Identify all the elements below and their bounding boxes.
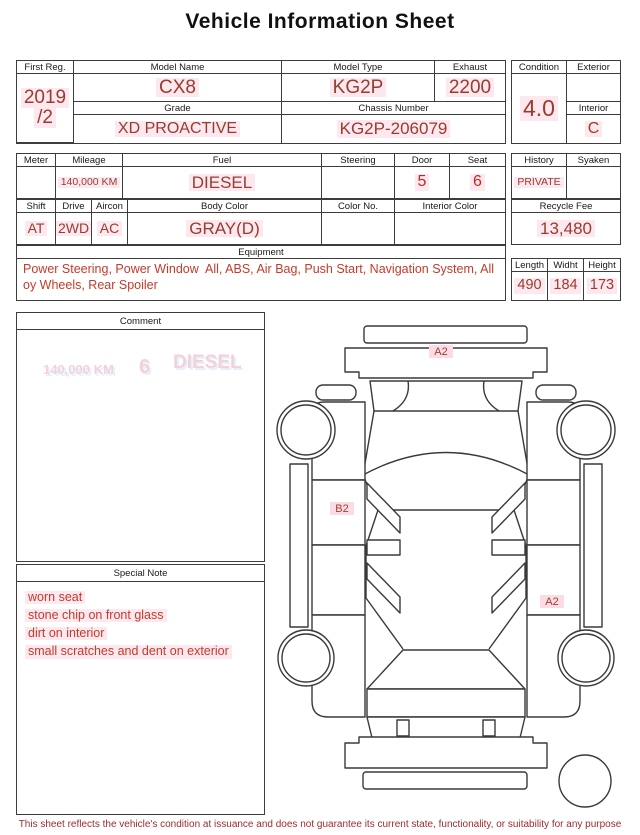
grade-value: XD PROACTIVE [74,115,282,143]
interior-value: C [567,115,620,143]
comment-header: Comment [17,313,264,330]
chassis-number-label: Chassis Number [282,102,505,115]
condition-label: Condition [512,61,567,74]
model-type-value: KG2P [282,74,435,102]
meter-label: Meter [17,154,56,167]
tailgate-panel [367,689,525,717]
wheel-front-left [277,401,335,459]
dimensions-table [511,258,621,301]
body-color-label: Body Color [128,200,322,213]
wheel-rear-right [558,630,614,686]
seat-value: 6 [450,167,505,198]
steering-value [322,167,395,198]
info-table-top [16,60,506,144]
drive-value: 2WD [56,213,92,244]
door-label: Door [395,154,450,167]
damage-label-front: A2 [434,346,448,358]
special-note-box [16,564,265,815]
shift-label: Shift [17,200,56,213]
comment-box [16,312,265,562]
comment-body [17,330,264,560]
aircon-label: Aircon [92,200,128,213]
syaken-value [567,167,620,198]
page-title: Vehicle Information Sheet [185,10,455,33]
condition-value: 4.0 [512,74,567,143]
interior-color-value [395,213,505,244]
length-value: 490 [512,272,548,300]
first-reg-month: /2 [34,108,56,128]
body-color-value: GRAY(D) [128,213,322,244]
interior-label: Interior [567,102,620,115]
special-note-line: worn seat [25,588,256,606]
first-reg-label: First Reg. [17,61,74,74]
steering-label: Steering [322,154,395,167]
damage-label-left-door: B2 [335,503,349,515]
height-value: 173 [584,272,620,300]
history-label: History [512,154,567,167]
recycle-fee-table [511,199,621,245]
mirror-left [316,385,356,400]
width-value: 184 [548,272,584,300]
equipment-value: Power Steering, Power Window All, ABS, Air Bag, Push Start, Navigation System, Alloy Wheels, Rear Spoiler [23,262,495,292]
exhaust-value: 2200 [435,74,505,102]
length-label: Length [512,259,548,272]
wheel-front-right [557,401,615,459]
mileage-label: Mileage [56,154,123,167]
mirror-right [536,385,576,400]
rear-lower-strip [363,772,527,789]
syaken-label: Syaken [567,154,620,167]
aircon-value: AC [92,213,128,244]
taillight-right [483,720,495,736]
door-value: 5 [395,167,450,198]
special-note-body [17,582,264,667]
special-note-line: dirt on interior [25,624,256,642]
width-label: Widht [548,259,584,272]
condition-table [511,60,621,144]
comment-watermark-1: 140,000 KM [43,362,114,377]
rear-door-left [312,545,365,615]
special-note-header: Special Note [17,565,264,582]
car-diagram [270,318,630,815]
roof-spoiler-panel [364,326,527,343]
exterior-value [567,74,620,102]
height-label: Height [584,259,620,272]
rocker-panel-right [584,464,602,627]
taillight-left [397,720,409,736]
model-type-label: Model Type [282,61,435,74]
spare-tire [559,755,611,807]
rear-bumper-panel [345,737,547,768]
seat-label: Seat [450,154,505,167]
mileage-value: 140,000 KM [56,167,123,198]
history-table [511,153,621,199]
equipment-label: Equipment [17,246,505,259]
interior-color-label: Interior Color [395,200,505,213]
fuel-value: DIESEL [123,167,322,198]
model-name-label: Model Name [74,61,282,74]
exterior-label: Exterior [567,61,620,74]
front-door-right [527,480,580,545]
first-reg-value [17,74,74,143]
special-note-line: small scratches and dent on exterior [25,642,256,660]
color-no-value [322,213,395,244]
shift-value: AT [17,213,56,244]
rocker-panel-left [290,464,308,627]
info-table-lower [16,199,506,245]
history-value: PRIVATE [512,167,567,198]
roof-panel [363,453,529,511]
fuel-label: Fuel [123,154,322,167]
exhaust-label: Exhaust [435,61,505,74]
first-reg-year: 2019 [21,88,69,108]
color-no-label: Color No. [322,200,395,213]
b-pillar-left [367,540,400,555]
info-table-middle [16,153,506,199]
rear-window-panel [367,650,525,689]
comment-watermark-2: 6 [139,356,151,378]
comment-watermark-3: DIESEL [173,352,242,373]
equipment-table [16,245,506,301]
meter-value [17,167,56,198]
recycle-fee-value: 13,480 [512,213,620,244]
model-name-value: CX8 [74,74,282,102]
chassis-number-value: KG2P-206079 [282,115,505,143]
grade-label: Grade [74,102,282,115]
windshield-panel [370,381,522,411]
special-note-line: stone chip on front glass [25,606,256,624]
wheel-rear-left [278,630,334,686]
drive-label: Drive [56,200,92,213]
disclaimer-text: This sheet reflects the vehicle's condition at issuance and does not guarantee its current state, functionality, or suitability for any purpose [18,819,622,830]
recycle-fee-label: Recycle Fee [512,200,620,213]
b-pillar-right [492,540,525,555]
damage-label-right-rear: A2 [545,596,559,608]
